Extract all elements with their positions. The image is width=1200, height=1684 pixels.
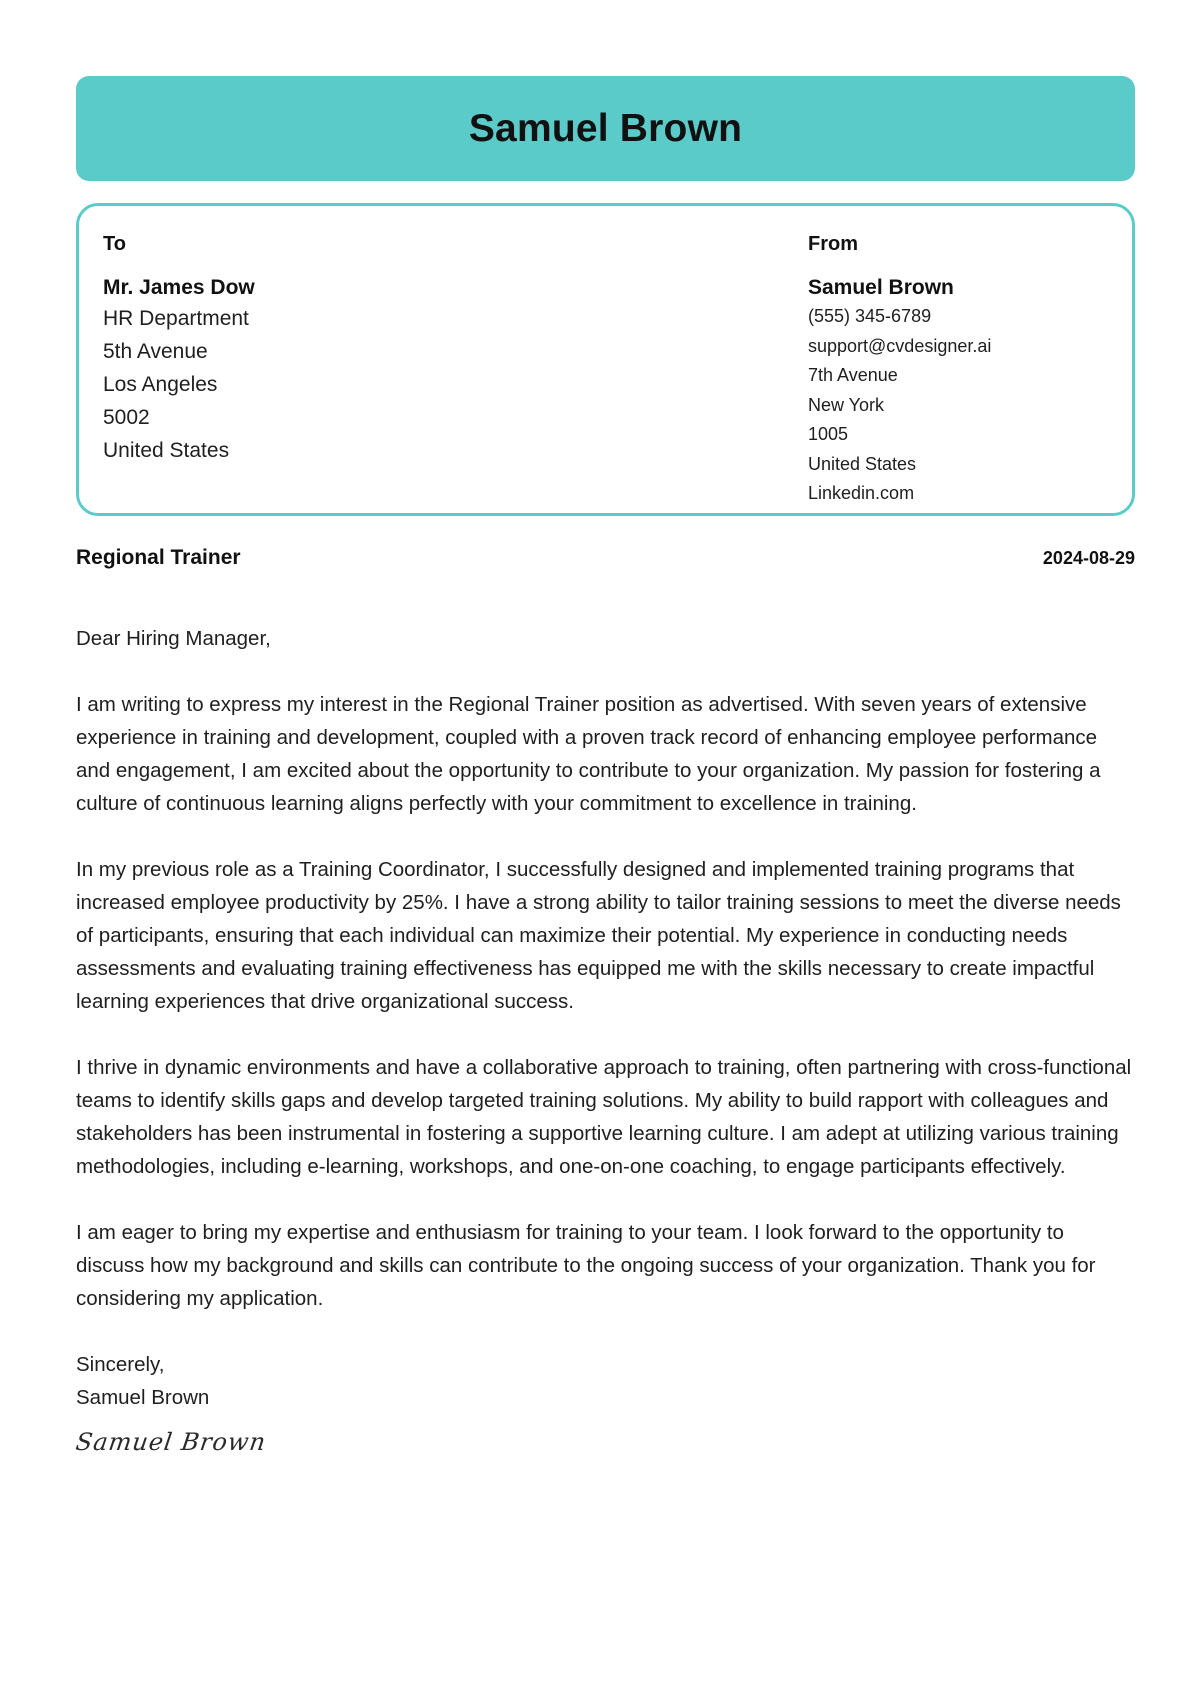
closing-block <box>76 1348 1135 1414</box>
subject-row <box>76 546 1135 570</box>
sender-block <box>808 232 991 509</box>
recipient-line: 5002 <box>103 406 150 429</box>
sender-line: United States <box>808 453 917 474</box>
sender-name: Samuel Brown <box>808 276 954 299</box>
sender-heading: From <box>808 233 858 255</box>
sender-line: 7th Avenue <box>808 365 898 385</box>
cover-letter-page <box>76 76 1135 1456</box>
paragraph: In my previous role as a Training Coordinator, I successfully designed and implemented training programs that increased employee productivity by 25%. I have a strong ability to tailor training sessions to meet the diverse needs of participants, ensuring that each individual can maximize their potential. My experience in conducting needs assessments and evaluating training effectiveness has equipped me with the skills necessary to create impactful learning experiences that drive organizational success. <box>76 858 1121 1013</box>
recipient-address <box>103 302 255 467</box>
paragraph: I am eager to bring my expertise and enthusiasm for training to your team. I look forward to the opportunity to discuss how my background and skills can contribute to the ongoing success of your organization. Thank you for considering my application. <box>76 1221 1096 1310</box>
recipient-line: Los Angeles <box>103 373 218 396</box>
sender-linkedin: Linkedin.com <box>808 483 915 503</box>
recipient-heading: To <box>103 233 126 255</box>
sender-contact <box>808 302 991 509</box>
address-box <box>76 203 1135 516</box>
letter-date: 2024-08-29 <box>1042 548 1135 568</box>
closing-phrase: Sincerely, <box>76 1353 165 1376</box>
header-name: Samuel Brown <box>468 106 743 150</box>
paragraph: I thrive in dynamic environments and have a collaborative approach to training, often partnering with cross-functional teams to identify skills gaps and develop targeted training solutions. My ability to build rapport with colleagues and stakeholders has been instrumental in fostering a supportive learning culture. I am adept at utilizing various training methodologies, including e-learning, workshops, and one-on-one coaching, to engage participants effectively. <box>76 1056 1132 1178</box>
letter-body <box>76 622 1135 1315</box>
recipient-line: United States <box>103 439 230 462</box>
signature: Samuel Brown <box>74 1428 268 1456</box>
sender-line: 1005 <box>808 424 849 444</box>
recipient-line: HR Department <box>103 307 249 330</box>
recipient-block <box>103 232 255 467</box>
paragraph: I am writing to express my interest in the Regional Trainer position as advertised. With seven years of extensive experience in training and development, coupled with a proven track record of enhancing employee performance and engagement, I am excited about the opportunity to contribute to your organization. My passion for fostering a culture of continuous learning aligns perfectly with your commitment to excellence in training. <box>76 693 1101 815</box>
sender-line: New York <box>808 394 885 415</box>
sender-email: support@cvdesigner.ai <box>808 335 992 356</box>
salutation: Dear Hiring Manager, <box>76 627 271 650</box>
subject-title: Regional Trainer <box>76 546 241 569</box>
signoff-name: Samuel Brown <box>76 1386 210 1409</box>
recipient-line: 5th Avenue <box>103 340 208 363</box>
recipient-name: Mr. James Dow <box>103 276 255 299</box>
header-band <box>76 76 1135 181</box>
sender-phone: (555) 345-6789 <box>808 306 932 326</box>
